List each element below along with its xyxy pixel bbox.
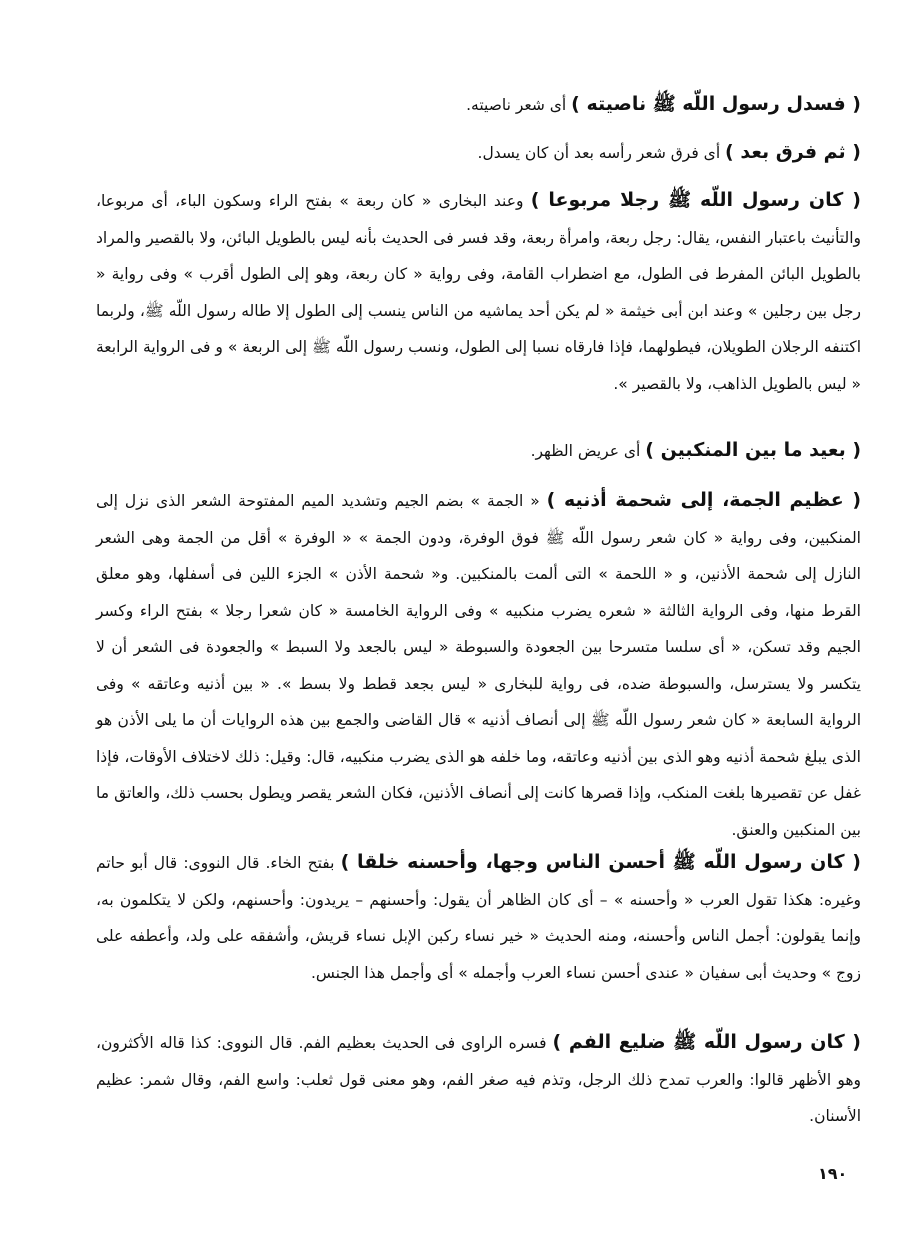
paragraph-heading: ( فسدل رسول اللّه ﷺ ناصيته ): [571, 93, 861, 115]
paragraph-body: أى عريض الظهر.: [530, 442, 646, 460]
paragraph-1: [96, 86, 861, 124]
paragraph-heading: ( عظيم الجمة، إلى شحمة أذنيه ): [546, 489, 862, 511]
paragraph-6: [96, 844, 861, 991]
paragraph-heading: ( كان رسول اللّه ﷺ رجلا مربوعا ): [530, 189, 861, 211]
paragraph-4: [96, 432, 861, 470]
paragraph-body: بفتح الخاء. قال النووى: قال أبو حاتم وغيره: هكذا تقول العرب « وأحسنه » – أى كان الظاهر أن يقول: وأحسنهم – يريدون: وأحسنهم، ولكن لا يتكلمون به، وإنما يقولون: أجمل الناس وأحسنه، ومنه الحديث « خير نساء ركبن الإبل نساء قريش، وأشفقه على ولد، وأعطفه على زوج » وحديث أبى سفيان « عندى أحسن نساء العرب وأجمله » أى وأجمل هذا الجنس.: [96, 854, 861, 982]
paragraph-body: فسره الراوى فى الحديث بعظيم الفم. قال النووى: كذا قاله الأكثرون، وهو الأظهر قالوا: والعرب تمدح ذلك الرجل، وتذم فيه صغر الفم، وهو معنى قول ثعلب: واسع الفم، وقال شمر: عظيم الأسنان.: [96, 1034, 861, 1125]
paragraph-body: أى فرق شعر رأسه بعد أن كان يسدل.: [477, 144, 726, 162]
paragraph-heading: ( كان رسول اللّه ﷺ ضليع الفم ): [552, 1031, 861, 1053]
paragraph-7: [96, 1024, 861, 1135]
paragraph-5: [96, 482, 861, 848]
page-number: ١٩٠: [818, 1164, 848, 1183]
paragraph-heading: ( ثم فرق بعد ): [725, 141, 861, 163]
paragraph-3: [96, 182, 861, 402]
paragraph-2: [96, 134, 861, 172]
paragraph-heading: ( كان رسول اللّه ﷺ أحسن الناس وجها، وأحسنه خلقا ): [340, 851, 861, 873]
paragraph-body: وعند البخارى « كان ربعة » بفتح الراء وسكون الباء، أى مربوعا، والتأنيث باعتبار النفس، يقال: رجل ربعة، وامرأة ربعة، وقد فسر فى الحديث بأنه ليس بالطويل البائن، ولا بالقصير والمراد بالطويل البائن المفرط فى الطول، مع اضطراب القامة، وفى رواية « كان ربعة، وهو إلى الطول أقرب » وفى رواية « رجل بين رجلين » وعند ابن أبى خيثمة « لم يكن أحد يماشيه من الناس ينسب إلى الطول إلا طاله رسول اللّه ﷺ، ولربما اكتنفه الرجلان الطويلان، فيطولهما، فإذا فارقاه نسبا إلى الطول، ونسب رسول اللّه ﷺ إلى الربعة » و فى الرواية الرابعة « ليس بالطويل الذاهب، ولا بالقصير ».: [96, 192, 861, 393]
paragraph-heading: ( بعيد ما بين المنكبين ): [645, 439, 861, 461]
paragraph-body: أى شعر ناصيته.: [466, 96, 572, 114]
paragraph-body: « الجمة » بضم الجيم وتشديد الميم المفتوحة الشعر الذى نزل إلى المنكبين، وفى رواية « كان شعر رسول اللّه ﷺ فوق الوفرة، ودون الجمة » « الوفرة » أقل من الجمة وهى الشعر النازل إلى شحمة الأذنين، و « اللحمة » التى ألمت بالمنكبين. و« شحمة الأذن » الجزء اللين فى أسفلها، وهو معلق القرط منها، وفى الرواية الثالثة « شعره يضرب منكبيه » وفى الرواية الخامسة « كان شعرا رجلا » بفتح الراء وكسر الجيم وقد تسكن، « أى سلسا متسرحا بين الجعودة والسبوطة « ليس بالجعد ولا السبط » والجعودة فى الشعر أن لا يتكسر ولا يسترسل، والسبوطة ضده، فى رواية للبخارى « ليس بجعد قطط ولا بسط ». « بين أذنيه وعاتقه » وفى الرواية السابعة « كان شعر رسول اللّه ﷺ إلى أنصاف أذنيه » قال القاضى والجمع بين هذه الروايات أن ما يلى الأذن هو الذى يبلغ شحمة أذنيه وهو الذى بين أذنيه وعاتقه، وما خلفه هو الذى يضرب منكبيه، قال: وقيل: ذلك لاختلاف الأوقات، فإذا غفل عن تقصيرها بلغت المنكب، وإذا قصرها كانت إلى أنصاف الأذنين، فكان الشعر يقصر ويطول بحسب ذلك، والعاتق ما بين المنكبين والعنق.: [96, 492, 861, 839]
